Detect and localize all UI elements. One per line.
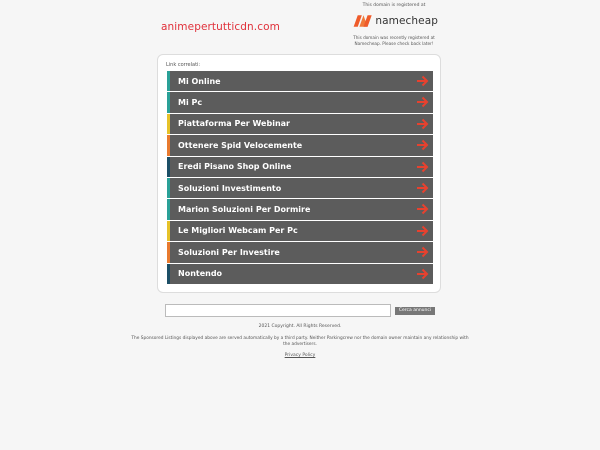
namecheap-logo-icon bbox=[352, 12, 373, 30]
related-link-label: Mi Online bbox=[178, 76, 221, 86]
accent-strip bbox=[167, 199, 170, 219]
related-link-label: Eredi Pisano Shop Online bbox=[178, 162, 292, 172]
copyright: 2021 Copyright. All Rights Reserved. bbox=[258, 324, 342, 329]
registered-note: This domain was recently registered at Namecheap. Please check back later! bbox=[353, 35, 435, 46]
related-links-list bbox=[167, 71, 433, 285]
related-link[interactable] bbox=[167, 242, 433, 262]
related-link[interactable] bbox=[167, 264, 433, 284]
domain-title: animepertutticdn.com bbox=[161, 21, 280, 33]
accent-strip bbox=[167, 178, 170, 198]
registrar-line: This domain is registered at bbox=[362, 3, 426, 8]
related-link-label: Soluzioni Per Investire bbox=[178, 247, 280, 257]
arrow-right-icon bbox=[416, 139, 429, 151]
arrow-right-icon bbox=[416, 225, 429, 237]
related-link[interactable] bbox=[167, 71, 433, 91]
related-link-label: Nontendo bbox=[178, 269, 223, 279]
accent-strip bbox=[167, 135, 170, 155]
arrow-right-icon bbox=[416, 118, 429, 130]
arrow-right-icon bbox=[416, 75, 429, 87]
related-link[interactable] bbox=[167, 178, 433, 198]
related-links-caption: Link correlati: bbox=[166, 62, 201, 68]
arrow-right-icon bbox=[416, 246, 429, 258]
accent-strip bbox=[167, 264, 170, 284]
related-link-label: Piattaforma Per Webinar bbox=[178, 119, 290, 129]
sponsored-disclaimer: The Sponsored Listings displayed above are served automatically by a third party. Neither Parkingcrew nor the domain owner maintain any relationship with the advertisers. bbox=[131, 336, 469, 347]
search-ads-button[interactable]: Cerca annunci bbox=[395, 307, 435, 315]
arrow-right-icon bbox=[416, 96, 429, 108]
related-link-label: Le Migliori Webcam Per Pc bbox=[178, 226, 298, 236]
accent-strip bbox=[167, 71, 170, 91]
related-link[interactable] bbox=[167, 221, 433, 241]
related-link-label: Soluzioni Investimento bbox=[178, 183, 282, 193]
related-link[interactable] bbox=[167, 114, 433, 134]
arrow-right-icon bbox=[416, 182, 429, 194]
related-link-label: Mi Pc bbox=[178, 98, 203, 108]
accent-strip bbox=[167, 221, 170, 241]
related-link-label: Ottenere Spid Velocemente bbox=[178, 140, 303, 150]
arrow-right-icon bbox=[416, 161, 429, 173]
accent-strip bbox=[167, 92, 170, 112]
related-link[interactable] bbox=[167, 199, 433, 219]
search-input[interactable] bbox=[165, 304, 391, 317]
related-link[interactable] bbox=[167, 157, 433, 177]
related-link[interactable] bbox=[167, 92, 433, 112]
related-link[interactable] bbox=[167, 135, 433, 155]
arrow-right-icon bbox=[416, 268, 429, 280]
related-link-label: Marion Soluzioni Per Dormire bbox=[178, 205, 311, 215]
namecheap-logo[interactable] bbox=[352, 11, 438, 31]
arrow-right-icon bbox=[416, 203, 429, 215]
accent-strip bbox=[167, 157, 170, 177]
accent-strip bbox=[167, 114, 170, 134]
accent-strip bbox=[167, 242, 170, 262]
privacy-policy-link[interactable]: Privacy Policy bbox=[284, 353, 316, 358]
namecheap-wordmark: namecheap bbox=[375, 15, 438, 27]
